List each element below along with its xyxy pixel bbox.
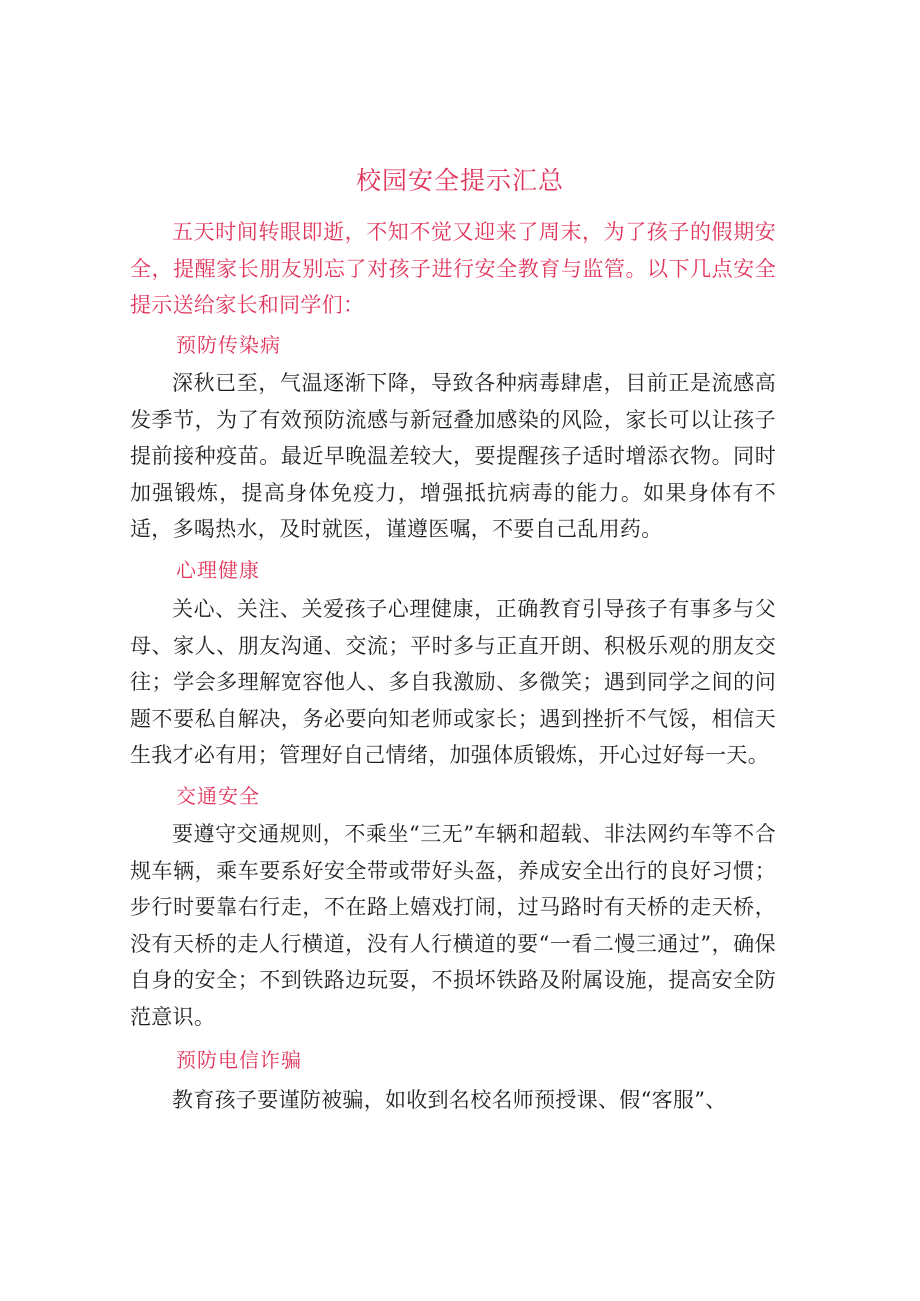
section-text-telecom-fraud: 教育孩子要谨防被骗，如收到名校名师预授课、假“客服”、 xyxy=(172,1088,727,1112)
section-heading-disease-prevention: 预防传染病 xyxy=(176,333,281,357)
document-title: 校园安全提示汇总 xyxy=(355,166,564,195)
section-heading-telecom-fraud: 预防电信诈骗 xyxy=(176,1048,302,1072)
section-heading-mental-health: 心理健康 xyxy=(176,558,260,582)
section-heading-traffic-safety: 交通安全 xyxy=(176,784,260,808)
intro-paragraph: 五天时间转眼即逝，不知不觉又迎来了周末，为了孩子的假期安全，提醒家长朋友别忘了对孩子进行安全教育与监管。以下几点安全提示送给家长和同学们： xyxy=(130,220,776,317)
section-text-disease-prevention: 深秋已至，气温逐渐下降，导致各种病毒肆虐，目前正是流感高发季节，为了有效预防流感与新冠叠加感染的风险，家长可以让孩子提前接种疫苗。最近早晚温差较大，要提醒孩子适时增添衣物。同时加强锻炼，提高身体免疫力，增强抵抗病毒的能力。如果身体有不适，多喝热水，及时就医，谨遵医嘱，不要自己乱用药。 xyxy=(130,371,776,541)
section-text-traffic-safety: 要遵守交通规则，不乘坐“三无”车辆和超载、非法网约车等不合规车辆，乘车要系好安全带或带好头盔，养成安全出行的良好习惯；步行时要靠右行走，不在路上嬉戏打闹，过马路时有天桥的走天桥，没有天桥的走人行横道，没有人行横道的要“一看二慢三通过”，确保自身的安全；不到铁路边玩耍，不损坏铁路及附属设施，提高安全防范意识。 xyxy=(130,822,776,1029)
section-text-mental-health: 关心、关注、关爱孩子心理健康，正确教育引导孩子有事多与父母、家人、朋友沟通、交流；平时多与正直开朗、积极乐观的朋友交往；学会多理解宽容他人、多自我激励、多微笑；遇到同学之间的问题不要私自解决，务必要向知老师或家长；遇到挫折不气馁，相信天生我才必有用；管理好自己情绪，加强体质锻炼，开心过好每一天。 xyxy=(130,597,776,767)
